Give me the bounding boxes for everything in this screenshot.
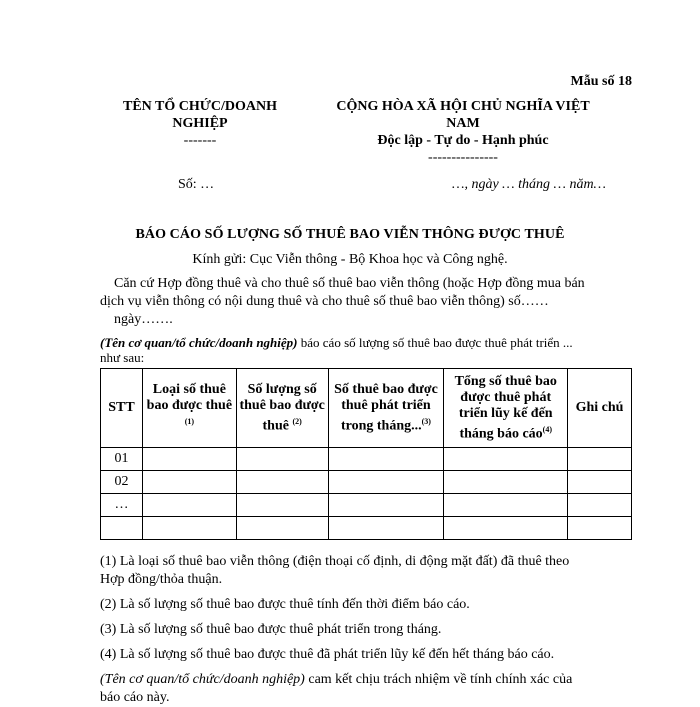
row-stt: … [101,494,143,517]
col-header-stt: STT [101,369,143,448]
nation-motto: Độc lập - Tự do - Hạnh phúc [377,133,549,148]
document-number: Số: … [178,177,215,192]
organization-header [100,98,300,149]
org-name-line1: TÊN TỔ CHỨC/DOANH [122,99,277,114]
org-divider: ------- [183,133,217,148]
row-stt: 02 [101,471,143,494]
footnote-2: (2) Là số lượng số thuê bao được thuê tính đến thời điểm báo cáo. [100,597,470,612]
col-header-cumulative: Tổng số thuê bao được thuê phát triển lũy kế đến tháng báo cáo$^{(4)}$ [444,369,568,448]
col-header-developed-month: Số thuê bao được thuê phát triển trong tháng...$^{(3)}$ [328,369,444,448]
table-row [101,517,632,540]
commitment-statement: (Tên cơ quan/tổ chức/doanh nghiệp) cam kết chịu trách nhiệm về tính chính xác của báo cáo này. [100,672,573,705]
row-stt: 01 [101,448,143,471]
report-title: BÁO CÁO SỐ LƯỢNG SỐ THUÊ BAO VIỄN THÔNG ĐƯỢC THUÊ [135,227,565,242]
footnote-3: (3) Là số lượng số thuê bao được thuê phát triển trong tháng. [100,622,442,637]
nation-name-line2: NAM [446,116,480,131]
table-row [101,448,632,471]
report-intro-line2: như sau: [100,350,145,365]
col-header-quantity: Số lượng số thuê bao được thuê $^{(2)}$ [236,369,328,448]
recipient-line: Kính gửi: Cục Viễn thông - Bộ Khoa học và Công nghệ. [192,252,508,267]
footnote-1: (1) Là loại số thuê bao viễn thông (điện thoại cố định, di động mặt đất) đã thuê theo Hợp đồng/thỏa thuận. [100,554,570,587]
row-stt [101,517,143,540]
report-intro-org: (Tên cơ quan/tổ chức/doanh nghiệp) [100,335,298,350]
table-row [101,494,632,517]
basis-line-2: dịch vụ viễn thông có nội dung thuê và cho thuê số thuê bao viễn thông) số…… [100,294,549,309]
table-header-row [101,369,632,448]
form-number: Mẫu số 18 [570,74,632,89]
document-date: …, ngày … tháng … năm… [452,177,607,192]
footnote-4: (4) Là số lượng số thuê bao được thuê đã phát triển lũy kế đến hết tháng báo cáo. [100,647,555,662]
col-header-type: Loại số thuê bao được thuê $^{(1)}$ [142,369,236,448]
commitment-org: (Tên cơ quan/tổ chức/doanh nghiệp) [100,672,305,687]
nation-name-line1: CỘNG HÒA XÃ HỘI CHỦ NGHĨA VIỆT [336,99,590,114]
basis-paragraph [100,275,620,329]
basis-line-3: ngày……. [114,312,173,327]
table-row [101,471,632,494]
col-header-notes: Ghi chú [568,369,632,448]
report-table [100,368,632,540]
report-intro-text: báo cáo số lượng số thuê bao được thuê phát triển ... [297,335,573,350]
report-intro [100,335,625,365]
org-name-line2: NGHIỆP [172,116,228,131]
nation-divider: --------------- [428,150,498,165]
nation-header [318,98,608,166]
basis-line-1: Căn cứ Hợp đồng thuê và cho thuê số thuê bao viễn thông (hoặc Hợp đồng mua bán [114,276,585,291]
